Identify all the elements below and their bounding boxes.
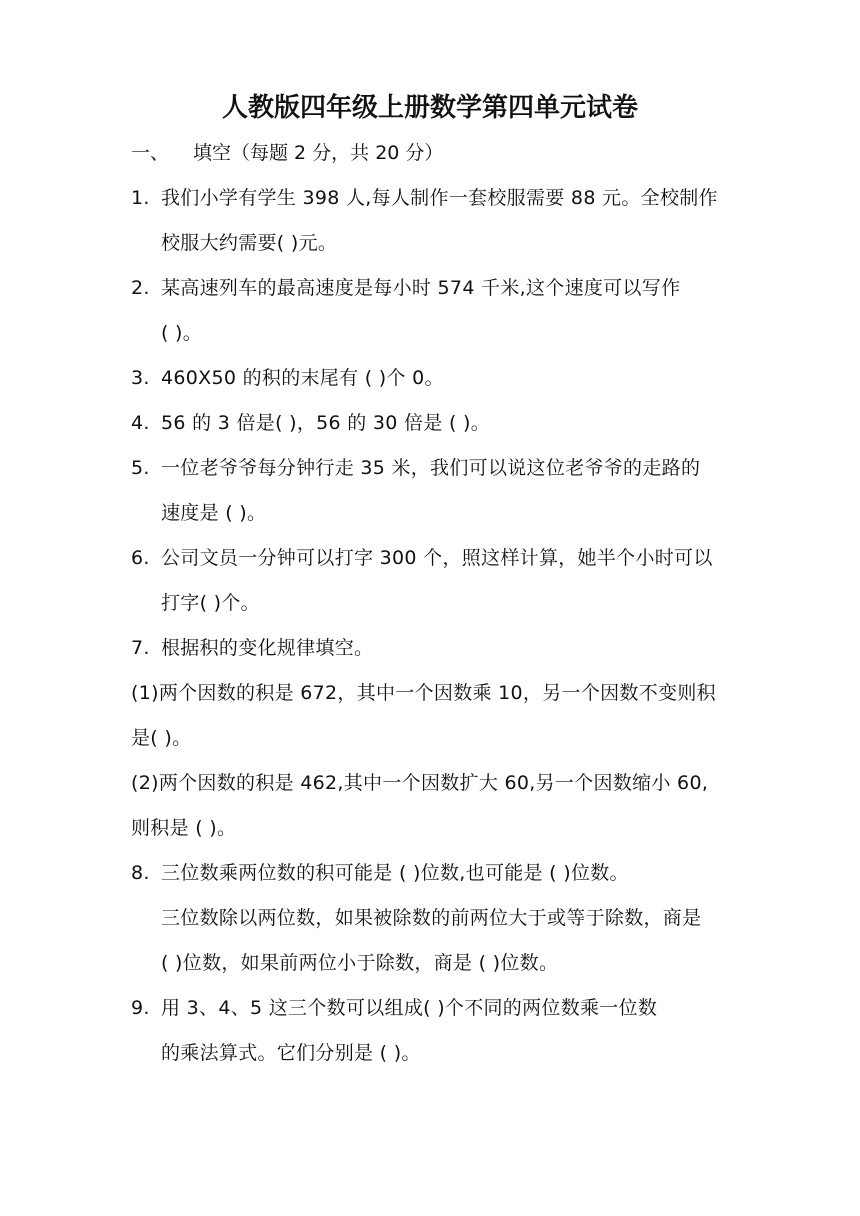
section-title: 填空（每题 2 分，共 20 分） <box>193 142 444 164</box>
sub-question-text: (1)两个因数的积是 672，其中一个因数乘 10，另一个因数不变则积 <box>131 682 716 704</box>
question-text: ( )。 <box>161 322 203 344</box>
question-text: 三位数除以两位数，如果被除数的前两位大于或等于除数，商是 <box>161 907 702 929</box>
question-number: 3. <box>131 367 150 389</box>
sub-question-text: 是( )。 <box>131 727 192 749</box>
question-text: ( )位数，如果前两位小于除数，商是 ( )位数。 <box>161 952 559 974</box>
question-number: 4. <box>131 412 150 434</box>
question-text: 三位数乘两位数的积可能是 ( )位数,也可能是 ( )位数。 <box>161 862 629 884</box>
page-title: 人教版四年级上册数学第四单元试卷 <box>221 93 638 123</box>
sub-question-text: 则积是 ( )。 <box>131 817 237 839</box>
question-text: 某高速列车的最高速度是每小时 574 千米,这个速度可以写作 <box>161 277 681 299</box>
question-text: 打字( )个。 <box>161 592 260 614</box>
question-number: 1. <box>131 187 150 209</box>
question-text: 56 的 3 倍是( )，56 的 30 倍是 ( )。 <box>161 412 491 434</box>
question-number: 6. <box>131 547 150 569</box>
question-text: 用 3、4、5 这三个数可以组成( )个不同的两位数乘一位数 <box>161 997 658 1019</box>
question-number: 9. <box>131 997 150 1019</box>
question-text: 一位老爷爷每分钟行走 35 米，我们可以说这位老爷爷的走路的 <box>161 457 701 479</box>
question-text: 速度是 ( )。 <box>161 502 267 524</box>
question-text: 我们小学有学生 398 人,每人制作一套校服需要 88 元。全校制作 <box>161 187 718 209</box>
sub-question-text: (2)两个因数的积是 462,其中一个因数扩大 60,另一个因数缩小 60, <box>131 772 709 794</box>
question-number: 2. <box>131 277 150 299</box>
section-heading <box>131 138 443 168</box>
question-text: 根据积的变化规律填空。 <box>161 637 374 659</box>
question-number: 5. <box>131 457 150 479</box>
question-number: 8. <box>131 862 150 884</box>
question-text: 校服大约需要( )元。 <box>161 232 338 254</box>
question-text: 公司文员一分钟可以打字 300 个，照这样计算，她半个小时可以 <box>161 547 713 569</box>
question-text: 的乘法算式。它们分别是 ( )。 <box>161 1042 421 1064</box>
section-number: 一、 <box>131 142 170 164</box>
question-text: 460X50 的积的末尾有 ( )个 0。 <box>161 367 444 389</box>
question-number: 7. <box>131 637 150 659</box>
